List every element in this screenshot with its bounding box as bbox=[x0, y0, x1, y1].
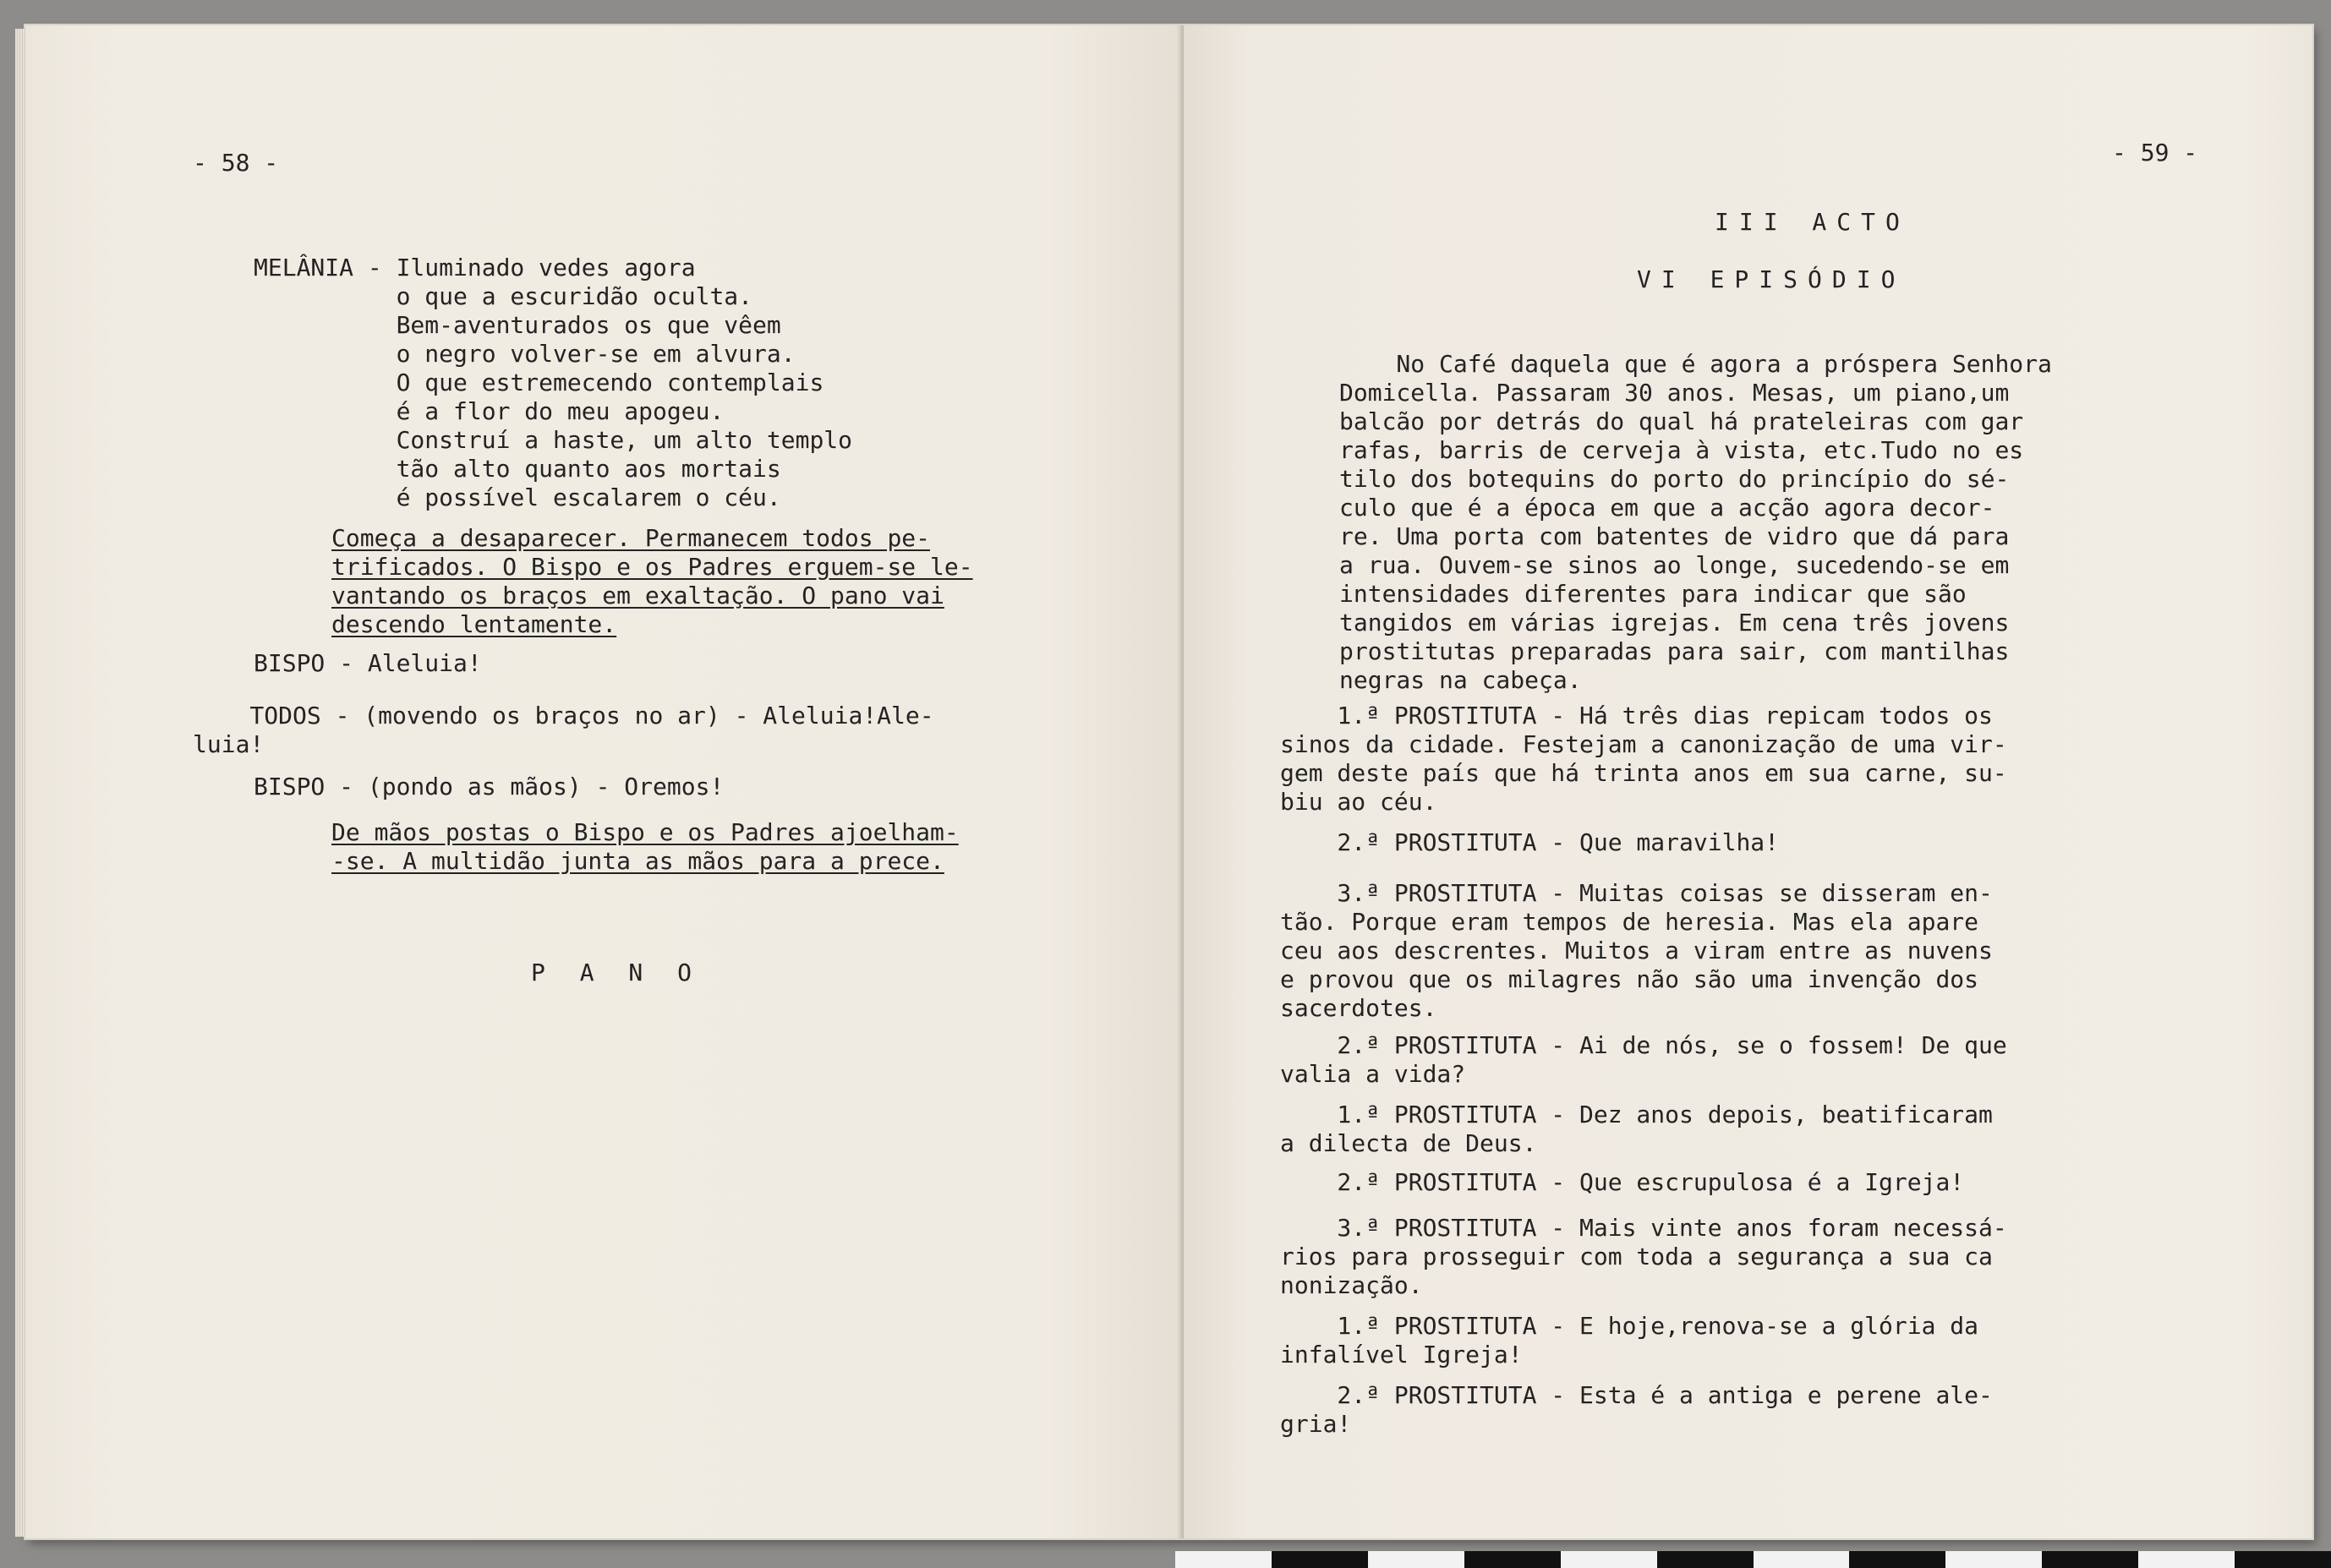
todos-aleluia: TODOS - (movendo os braços no ar) - Aleluia!Ale- luia! bbox=[193, 702, 934, 758]
dialogue-line: 2.ª PROSTITUTA - Que escrupulosa é a Igreja! bbox=[1280, 1168, 1965, 1196]
right-page bbox=[1184, 25, 2312, 1538]
dialogue-line: 2.ª PROSTITUTA - Esta é a antiga e perene ale- gria! bbox=[1280, 1381, 1993, 1438]
scale-ruler bbox=[1175, 1551, 2331, 1568]
ruler-segment bbox=[1561, 1551, 1657, 1568]
ruler-segment bbox=[2235, 1551, 2331, 1568]
scene-setting: No Café daquela que é agora a próspera Senhora Domicella. Passaram 30 anos. Mesas, um piano,um balcão por detrás do qual há prateleiras com gar rafas, barris de cerveja à vista, etc.Tudo no es tilo dos botequins do porto do princípio do sé- culo que é a época em que a acção agora decor- re. Uma porta com batentes de vidro que dá para a rua. Ouvem-se sinos ao longe, sucedendo-se em intensidades diferentes para indicar que são tangidos em várias igrejas. Em cena três jovens prostitutas preparadas para sair, com mantilhas negras na cabeça. bbox=[1339, 350, 2052, 694]
page-number-right: - 59 - bbox=[2112, 139, 2198, 167]
stage-direction-disappear: Começa a desaparecer. Permanecem todos pe- trificados. O Bispo e os Padres erguem-se le- vantando os braços em exaltação. O pano vai descendo lentamente. bbox=[331, 524, 973, 638]
stage-direction-kneel: De mãos postas o Bispo e os Padres ajoelham- -se. A multidão junta as mãos para a prece. bbox=[331, 818, 959, 875]
melania-speech: MELÂNIA - Iluminado vedes agora o que a escuridão oculta. Bem-aventurados os que vêem o negro volver-se em alvura. O que estremecendo contemplais é a flor do meu apogeu. Construí a haste, um alto templo tão alto quanto aos mortais é possível escalarem o céu. bbox=[254, 254, 853, 511]
episode-heading: VI EPISÓDIO bbox=[1637, 265, 1906, 293]
ruler-segment bbox=[2042, 1551, 2138, 1568]
act-heading: III ACTO bbox=[1715, 208, 1910, 236]
dialogue-line: 1.ª PROSTITUTA - Dez anos depois, beatificaram a dilecta de Deus. bbox=[1280, 1101, 1993, 1157]
dialogue-line: 1.ª PROSTITUTA - E hoje,renova-se a glória da infalível Igreja! bbox=[1280, 1312, 1979, 1369]
bispo-oremos: BISPO - (pondo as mãos) - Oremos! bbox=[254, 773, 725, 800]
open-book bbox=[25, 25, 2312, 1538]
ruler-segment bbox=[1945, 1551, 2042, 1568]
ruler-segment bbox=[2138, 1551, 2235, 1568]
ruler-segment bbox=[1368, 1551, 1464, 1568]
curtain-label: P A N O bbox=[531, 959, 703, 986]
dialogue-line: 2.ª PROSTITUTA - Que maravilha! bbox=[1280, 828, 1780, 856]
dialogue-line: 2.ª PROSTITUTA - Ai de nós, se o fossem! De que valia a vida? bbox=[1280, 1031, 2007, 1088]
ruler-segment bbox=[1464, 1551, 1561, 1568]
ruler-segment bbox=[1754, 1551, 1850, 1568]
dialogue-line: 1.ª PROSTITUTA - Há três dias repicam todos os sinos da cidade. Festejam a canonização de uma vir- gem deste país que há trinta anos em sua carne, su- biu ao céu. bbox=[1280, 702, 2007, 816]
bispo-aleluia: BISPO - Aleluia! bbox=[254, 649, 482, 677]
ruler-segment bbox=[1175, 1551, 1272, 1568]
dialogue-line: 3.ª PROSTITUTA - Mais vinte anos foram necessá- rios para prosseguir com toda a segurança a sua ca nonização. bbox=[1280, 1214, 2007, 1299]
page-number-left: - 58 - bbox=[193, 149, 279, 177]
ruler-segment bbox=[1657, 1551, 1754, 1568]
left-page bbox=[25, 25, 1184, 1538]
dialogue-line: 3.ª PROSTITUTA - Muitas coisas se disseram en- tão. Porque eram tempos de heresia. Mas ela apare ceu aos descrentes. Muitos a viram entre as nuvens e provou que os milagres não são uma invenção dos sacerdotes. bbox=[1280, 879, 1993, 1022]
ruler-segment bbox=[1849, 1551, 1945, 1568]
ruler-segment bbox=[1272, 1551, 1368, 1568]
